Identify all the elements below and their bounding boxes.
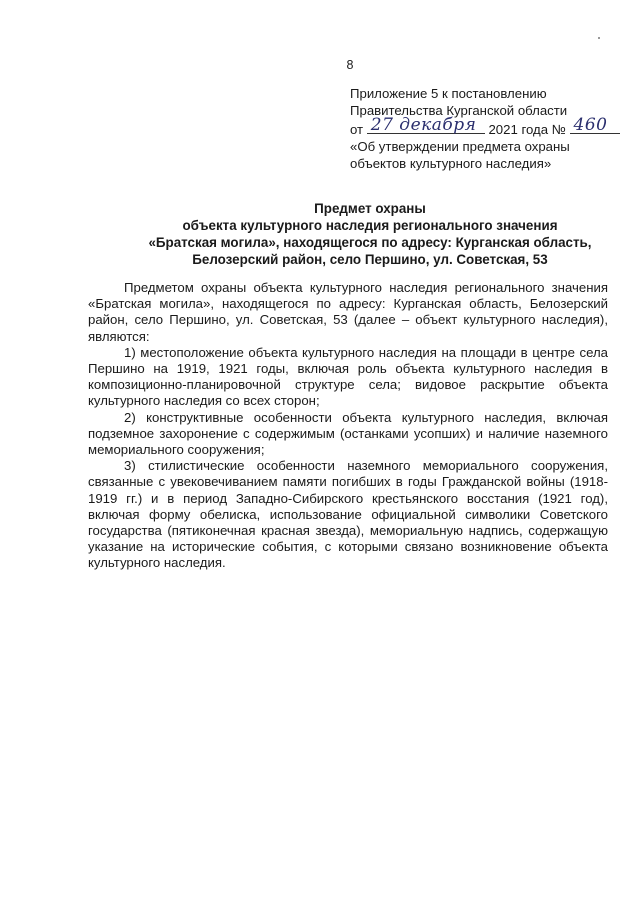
appendix-line-1: Приложение 5 к постановлению: [350, 86, 547, 101]
appendix-line-4: «Об утверждении предмета охраны: [350, 139, 570, 154]
document-body: [88, 280, 608, 572]
appendix-header: [350, 85, 620, 172]
appendix-line-2: Правительства Курганской области: [350, 103, 568, 118]
number-blank: [570, 115, 620, 135]
date-suffix: 2021 года №: [488, 122, 566, 137]
title-line-3: «Братская могила», находящегося по адресу: Курганская область,: [148, 235, 592, 250]
appendix-date-line: [350, 115, 620, 138]
body-item-2: 2) конструктивные особенности объекта культурного наследия, включая подземное захоронение с содержимым (останками усопших) и наличие наземного мемориального сооружения;: [88, 409, 608, 458]
title-line-2: объекта культурного наследия регионального значения: [182, 218, 558, 233]
handwritten-number: 460: [573, 115, 608, 135]
date-prefix: от: [350, 122, 364, 137]
title-line-4: Белозерский район, село Першино, ул. Советская, 53: [192, 252, 548, 267]
body-item-1: 1) местоположение объекта культурного наследия на площади в центре села Першино на 1919, 1921 годы, включая роль объекта культурного наследия в композиционно-планировочной структуре села; видовое раскрытие объекта культурного наследия со всех сторон;: [88, 344, 608, 409]
scan-dot: [598, 37, 600, 39]
title-line-1: Предмет охраны: [314, 201, 426, 216]
body-item-3: 3) стилистические особенности наземного мемориального сооружения, связанные с увековечиванием памяти погибших в годы Гражданской войны (1918-1919 гг.) и в период Западно-Сибирского крестьянского восстания (1921 год), включая форму обелиска, использование официальной символики Советского государства (пятиконечная красная звезда), мемориальную надпись, содержащую указание на исторические события, с которыми связано возникновение объекта культурного наследия.: [88, 458, 608, 571]
handwritten-date: 27 декабря: [370, 115, 477, 135]
date-blank: [367, 115, 485, 135]
appendix-line-5: объектов культурного наследия»: [350, 156, 552, 171]
document-title: [0, 200, 640, 268]
body-intro: Предметом охраны объекта культурного наследия регионального значения «Братская могила», находящегося по адресу: Курганская область, Белозерский район, село Першино, ул. Советская, 53 (далее – объект культурного наследия), являются:: [88, 280, 608, 344]
page-number: 8: [346, 58, 354, 72]
